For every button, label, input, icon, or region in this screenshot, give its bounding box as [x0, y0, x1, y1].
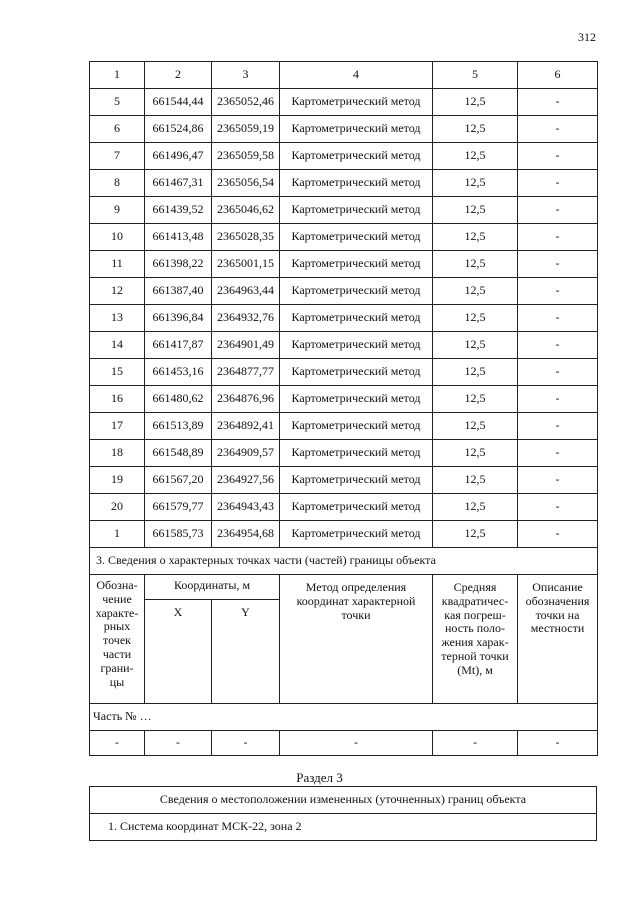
table-row: [90, 413, 598, 440]
table-cell: Картометрический метод: [280, 89, 433, 116]
table-cell: 12,5: [433, 197, 518, 224]
table-cell: 9: [90, 197, 145, 224]
table-cell: Картометрический метод: [280, 224, 433, 251]
table-cell: Картометрический метод: [280, 332, 433, 359]
table-cell: -: [518, 224, 598, 251]
method-header: Метод определения координат характерной точки: [280, 575, 433, 704]
table-row: [90, 467, 598, 494]
table-cell: Картометрический метод: [280, 143, 433, 170]
table-cell: 12,5: [433, 278, 518, 305]
table-cell: 661396,84: [145, 305, 212, 332]
table-cell: 661439,52: [145, 197, 212, 224]
table-cell: Картометрический метод: [280, 413, 433, 440]
table-cell: 12,5: [433, 359, 518, 386]
table-row: [90, 143, 598, 170]
column-number: 5: [433, 62, 518, 89]
table-cell: 7: [90, 143, 145, 170]
accuracy-header: Средняя квадратичес- кая погреш- ность поло- жения харак- терной точки (Mt), м: [433, 575, 518, 704]
table-row: [90, 89, 598, 116]
table-cell: Картометрический метод: [280, 251, 433, 278]
table-cell: 12,5: [433, 224, 518, 251]
table-cell: 2365056,54: [212, 170, 280, 197]
table-cell: 12,5: [433, 116, 518, 143]
coordinates-header: Координаты, м: [145, 575, 280, 600]
table-cell: 12,5: [433, 494, 518, 521]
empty-part-row: [90, 731, 598, 756]
table-cell: 6: [90, 116, 145, 143]
table-cell: -: [518, 116, 598, 143]
table-cell: 661480,62: [145, 386, 212, 413]
table-cell: 12: [90, 278, 145, 305]
table-row: [90, 170, 598, 197]
table-row: [90, 440, 598, 467]
table-cell: -: [518, 440, 598, 467]
table-cell: -: [518, 521, 598, 548]
column-number-row: [90, 62, 598, 89]
table-cell: -: [90, 731, 145, 756]
table-cell: -: [518, 386, 598, 413]
table-cell: -: [518, 731, 598, 756]
table-cell: 661413,48: [145, 224, 212, 251]
table-cell: 2364877,77: [212, 359, 280, 386]
table-cell: -: [518, 494, 598, 521]
table-cell: 2365059,19: [212, 116, 280, 143]
x-header: X: [145, 600, 212, 704]
table-cell: 8: [90, 170, 145, 197]
table-cell: 2365052,46: [212, 89, 280, 116]
designation-header: Обозна- чение характе- рных точек части грани- цы: [90, 575, 145, 704]
table-cell: 2365028,35: [212, 224, 280, 251]
table-cell: 12,5: [433, 386, 518, 413]
table-cell: 5: [90, 89, 145, 116]
table-cell: -: [280, 731, 433, 756]
table-cell: Картометрический метод: [280, 521, 433, 548]
coordinate-system: 1. Система координат МСК-22, зона 2: [90, 814, 597, 841]
table-cell: 661585,73: [145, 521, 212, 548]
table-cell: -: [518, 413, 598, 440]
column-number: 3: [212, 62, 280, 89]
table-cell: 661544,44: [145, 89, 212, 116]
table-cell: 2364932,76: [212, 305, 280, 332]
section-3-table: [89, 786, 597, 841]
table-row: [90, 305, 598, 332]
table-cell: 12,5: [433, 521, 518, 548]
table-row: [90, 521, 598, 548]
table-cell: 17: [90, 413, 145, 440]
table-cell: 2365001,15: [212, 251, 280, 278]
table-cell: -: [518, 197, 598, 224]
table-cell: 2364892,41: [212, 413, 280, 440]
table-cell: 12,5: [433, 440, 518, 467]
table-cell: 2365046,62: [212, 197, 280, 224]
coordinates-table: [89, 61, 598, 756]
section-3-title: Раздел 3: [296, 770, 343, 785]
description-header: Описание обозначения точки на местности: [518, 575, 598, 704]
table-row: [90, 359, 598, 386]
table-row: [90, 197, 598, 224]
table-cell: Картометрический метод: [280, 305, 433, 332]
table-cell: 15: [90, 359, 145, 386]
table-cell: 13: [90, 305, 145, 332]
table-cell: 661417,87: [145, 332, 212, 359]
table-cell: 12,5: [433, 467, 518, 494]
table-cell: 12,5: [433, 89, 518, 116]
column-number: 2: [145, 62, 212, 89]
table-cell: -: [433, 731, 518, 756]
table-cell: 661387,40: [145, 278, 212, 305]
column-number: 4: [280, 62, 433, 89]
table-cell: -: [518, 305, 598, 332]
table-cell: -: [518, 467, 598, 494]
table-row: [90, 278, 598, 305]
table-cell: 2364901,49: [212, 332, 280, 359]
table-cell: 661579,77: [145, 494, 212, 521]
table-row: [90, 251, 598, 278]
table-cell: 12,5: [433, 170, 518, 197]
table-cell: -: [212, 731, 280, 756]
column-number: 6: [518, 62, 598, 89]
table-cell: Картометрический метод: [280, 197, 433, 224]
table-row: [90, 116, 598, 143]
table-cell: 12,5: [433, 251, 518, 278]
table-cell: 18: [90, 440, 145, 467]
table-row: [90, 386, 598, 413]
table-cell: 661513,89: [145, 413, 212, 440]
table-cell: 1: [90, 521, 145, 548]
table-cell: Картометрический метод: [280, 116, 433, 143]
table-cell: 661496,47: [145, 143, 212, 170]
table-cell: -: [145, 731, 212, 756]
table-cell: -: [518, 143, 598, 170]
part-header-row: [90, 575, 598, 600]
table-cell: 2364927,56: [212, 467, 280, 494]
table-cell: 661467,31: [145, 170, 212, 197]
table-cell: 2365059,58: [212, 143, 280, 170]
table-cell: 12,5: [433, 413, 518, 440]
table-cell: -: [518, 278, 598, 305]
table-cell: 12,5: [433, 143, 518, 170]
table-cell: 2364943,43: [212, 494, 280, 521]
table-cell: 2364963,44: [212, 278, 280, 305]
y-header: Y: [212, 600, 280, 704]
table-cell: -: [518, 332, 598, 359]
table-cell: 20: [90, 494, 145, 521]
table-cell: 16: [90, 386, 145, 413]
table-cell: 2364909,57: [212, 440, 280, 467]
table-cell: Картометрический метод: [280, 170, 433, 197]
table-cell: Картометрический метод: [280, 467, 433, 494]
part-number: Часть № …: [90, 704, 598, 731]
table-row: [90, 224, 598, 251]
table-cell: 661453,16: [145, 359, 212, 386]
table-cell: Картометрический метод: [280, 359, 433, 386]
table-cell: 661524,86: [145, 116, 212, 143]
part-section-row: [90, 548, 598, 575]
table-cell: Картометрический метод: [280, 440, 433, 467]
page-number: 312: [578, 30, 596, 44]
table-cell: Картометрический метод: [280, 386, 433, 413]
table-cell: Картометрический метод: [280, 278, 433, 305]
table-cell: -: [518, 359, 598, 386]
table-cell: -: [518, 89, 598, 116]
table-cell: -: [518, 251, 598, 278]
table-cell: 12,5: [433, 332, 518, 359]
table-cell: Картометрический метод: [280, 494, 433, 521]
table-cell: 12,5: [433, 305, 518, 332]
table-cell: 11: [90, 251, 145, 278]
part-section-title: 3. Сведения о характерных точках части (частей) границы объекта: [90, 548, 598, 575]
table-cell: 2364876,96: [212, 386, 280, 413]
section-3-heading: Сведения о местоположении измененных (уточненных) границ объекта: [90, 787, 597, 814]
column-number: 1: [90, 62, 145, 89]
table-cell: 10: [90, 224, 145, 251]
table-row: [90, 332, 598, 359]
part-number-row: [90, 704, 598, 731]
table-cell: 661548,89: [145, 440, 212, 467]
table-cell: -: [518, 170, 598, 197]
table-cell: 661567,20: [145, 467, 212, 494]
table-cell: 14: [90, 332, 145, 359]
table-cell: 661398,22: [145, 251, 212, 278]
table-row: [90, 494, 598, 521]
table-cell: 2364954,68: [212, 521, 280, 548]
table-cell: 19: [90, 467, 145, 494]
